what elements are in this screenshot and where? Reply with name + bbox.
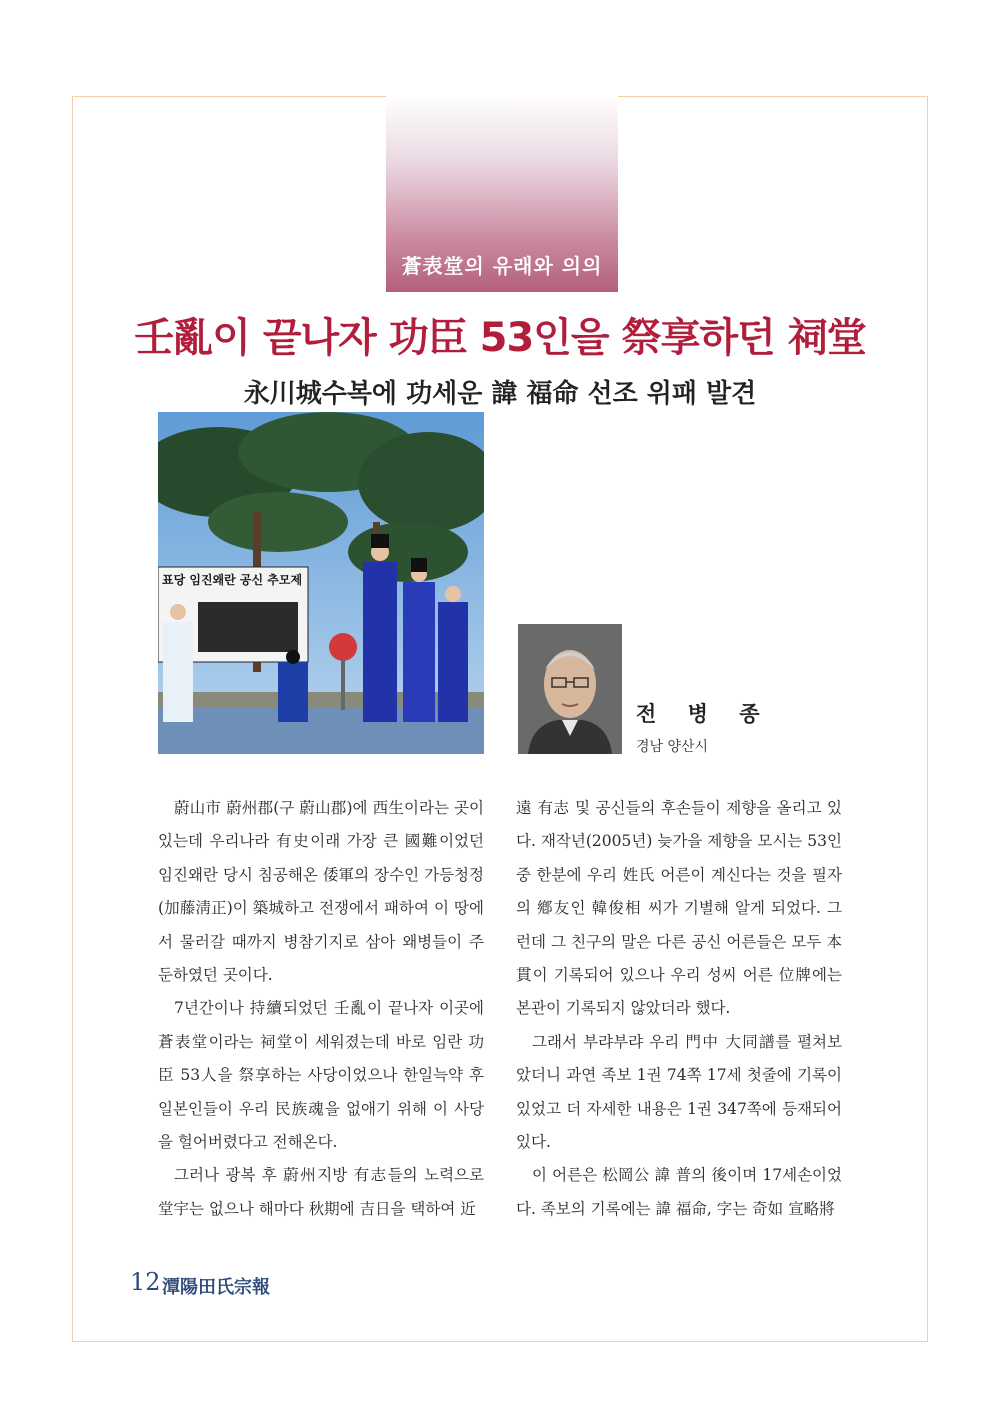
page-number: 12	[130, 1268, 161, 1296]
body-column-left	[158, 792, 484, 1226]
body-paragraph: 7년간이나 持續되었던 壬亂이 끝나자 이곳에 蒼表堂이라는 祠堂이 세워졌는데 바로 임란 功臣 53人을 祭享하는 사당이었으나 한일늑약 후 일본인들이 우리 民族魂을 없애기 위해 이 사당을 헐어버렸다고 전해온다.	[158, 999, 484, 1152]
article-subtitle: 永川城수복에 功세운 諱 福命 선조 위패 발견	[243, 379, 757, 409]
author-portrait	[518, 624, 622, 754]
memorial-ceremony-photo	[158, 412, 484, 754]
body-paragraph: 遠 有志 및 공신들의 후손들이 제향을 올리고 있다. 재작년(2005년) 늦가을 제향을 모시는 53인중 한분에 우리 姓氏 어른이 계신다는 것을 필자의 鄕友인 韓俊相 씨가 기별해 알게 되었다. 그런데 그 친구의 말은 다른 공신 어른들은 모두 本貫이 기록되어 있으나 우리 성씨 어른 位牌에는 본관이 기록되지 않았더라 했다.	[516, 799, 842, 1018]
article-title: 壬亂이 끝나자 功臣 53인을 祭享하던 祠堂	[134, 315, 866, 361]
body-column-right	[516, 792, 842, 1226]
body-paragraph: 이 어른은 松岡公 諱 普의 後이며 17세손이었다. 족보의 기록에는 諱 福命, 字는 奇如 宣略將	[516, 1166, 842, 1218]
body-paragraph: 그래서 부랴부랴 우리 門中 大同譜를 펼쳐보았더니 과연 족보 1권 74쪽 17세 첫줄에 기록이 있었고 더 자세한 내용은 1권 347쪽에 등재되어 있다.	[516, 1032, 842, 1152]
body-paragraph: 蔚山市 蔚州郡(구 蔚山郡)에 西生이라는 곳이 있는데 우리나라 有史이래 가장 큰 國難이었던 임진왜란 당시 침공해온 倭軍의 장수인 가등청정(加藤淸正)이 築城하고 전쟁에서 패하여 이 땅에서 물러갈 때까지 병참기지로 삼아 왜병들이 주둔하였던 곳이다.	[158, 799, 484, 985]
section-label: 蒼表堂의 유래와 의의	[401, 254, 603, 278]
author-name: 전 병 종	[636, 702, 772, 726]
body-paragraph: 그러나 광복 후 蔚州지방 有志들의 노력으로 堂宇는 없으나 해마다 秋期에 吉日을 택하여 近	[158, 1166, 484, 1218]
publication-name: 潭陽田氏宗報	[162, 1277, 270, 1298]
author-location: 경남 양산시	[636, 739, 709, 755]
ceremony-banner-text: 표당 임진왜란 공신 추모제	[162, 573, 303, 587]
